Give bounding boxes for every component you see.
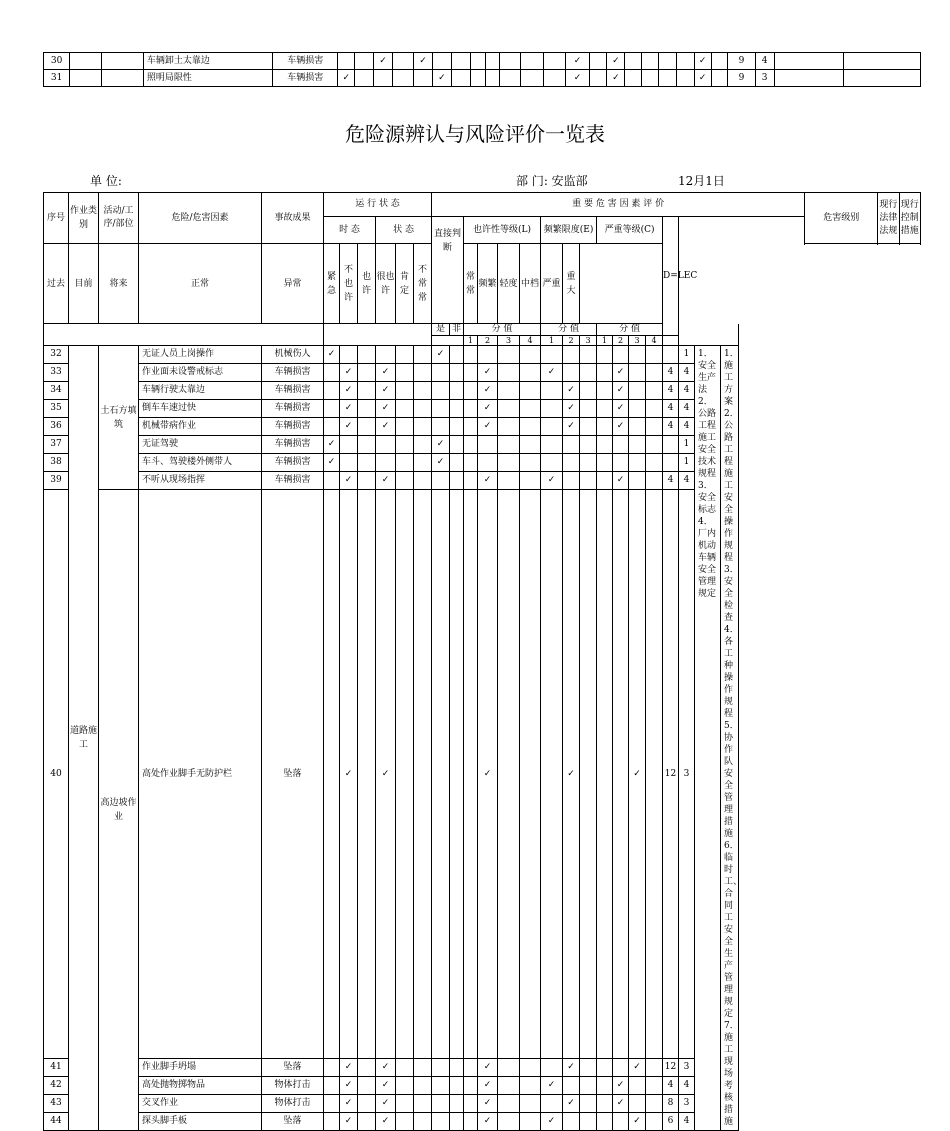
header-category: 作业类别 — [69, 193, 99, 244]
check-mark: ✓ — [376, 1077, 396, 1095]
header-grade-item: 不常常 — [414, 244, 432, 324]
row-hazard: 交叉作业 — [139, 1095, 262, 1113]
table-row — [44, 1095, 921, 1113]
header-grade-item: 中档 — [520, 244, 541, 324]
check-mark: ✓ — [376, 1059, 396, 1077]
header-E: 频繁限度(E) — [541, 217, 597, 244]
header-run-status: 运 行 状 态 — [324, 193, 432, 217]
control-cell: 1．施工方案 2．公路工程施工安全操作规程 3．安全检查 4．各工种操作规程 5．协作队安全管理措施 6．临时工、合同工安全生产管理规定 7．施工现场考核措施 — [721, 346, 739, 1131]
law-cell: 1．安全生产法 2．公路工程施工安全技术规程 3．安全标志 4．厂内机动车辆安全管理规定 — [695, 346, 721, 1131]
table-row — [44, 53, 921, 70]
check-mark: ✓ — [478, 418, 498, 436]
header-major-evaluation: 重 要 危 害 因 素 评 价 — [432, 193, 805, 217]
row-result: 车辆损害 — [262, 472, 324, 490]
row-dlec: 6 — [663, 1113, 679, 1131]
row-level: 3 — [679, 1095, 695, 1113]
header-E-score: 分 值 — [541, 324, 597, 336]
header-state: 状 态 — [376, 217, 432, 244]
check-mark: ✓ — [478, 382, 498, 400]
header-level: 危害级别 — [805, 193, 878, 244]
row-dlec: 12 — [663, 490, 679, 1059]
row-level: 3 — [755, 70, 774, 87]
check-mark: ✓ — [324, 436, 340, 454]
header-L: 也许性等级(L) — [464, 217, 541, 244]
check-mark: ✓ — [563, 490, 580, 1059]
row-seq: 33 — [44, 364, 69, 382]
row-level: 4 — [679, 1077, 695, 1095]
row-dlec: 4 — [663, 472, 679, 490]
row-seq: 43 — [44, 1095, 69, 1113]
row-result: 车辆损害 — [273, 70, 338, 87]
row-hazard: 车斗、驾驶楼外侧带人 — [139, 454, 262, 472]
check-mark: ✓ — [629, 490, 646, 1059]
table-row — [44, 364, 921, 382]
row-seq: 31 — [44, 70, 70, 87]
date-label: 12月1日 — [678, 174, 725, 188]
row-hazard: 探头脚手板 — [139, 1113, 262, 1131]
header-grade-item: 肯定 — [396, 244, 414, 324]
row-level: 4 — [679, 418, 695, 436]
check-mark: ✓ — [541, 1077, 563, 1095]
row-seq: 37 — [44, 436, 69, 454]
check-mark: ✓ — [376, 1095, 396, 1113]
table-row — [44, 400, 921, 418]
header-law: 现行法律法规 — [878, 193, 899, 244]
row-dlec: 9 — [728, 53, 755, 70]
check-mark: ✓ — [340, 490, 358, 1059]
check-mark: ✓ — [541, 472, 563, 490]
table-row — [44, 70, 921, 87]
row-seq: 44 — [44, 1113, 69, 1131]
check-mark: ✓ — [566, 70, 589, 87]
check-mark: ✓ — [613, 382, 629, 400]
check-mark: ✓ — [432, 454, 450, 472]
header-seq: 序号 — [44, 193, 69, 244]
department-label: 部 门: 安监部 — [516, 174, 588, 188]
check-mark: ✓ — [694, 53, 711, 70]
check-mark: ✓ — [566, 53, 589, 70]
row-dlec: 4 — [663, 364, 679, 382]
header-C-score: 分 值 — [597, 324, 663, 336]
row-result: 机械伤人 — [262, 346, 324, 364]
row-hazard: 机械带病作业 — [139, 418, 262, 436]
row-dlec — [663, 454, 679, 472]
check-mark: ✓ — [613, 1077, 629, 1095]
row-level: 3 — [679, 490, 695, 1059]
check-mark: ✓ — [414, 53, 433, 70]
table-row — [44, 472, 921, 490]
check-mark: ✓ — [478, 1113, 498, 1131]
row-hazard: 照明局限性 — [143, 70, 272, 87]
risk-assessment-table — [43, 192, 921, 1131]
check-mark: ✓ — [340, 400, 358, 418]
check-mark: ✓ — [340, 1077, 358, 1095]
check-mark: ✓ — [432, 436, 450, 454]
check-mark: ✓ — [563, 400, 580, 418]
header-score-value: 2 — [563, 336, 580, 346]
header-result: 事故成果 — [262, 193, 324, 244]
header-C: 严重等级(C) — [597, 217, 663, 244]
row-seq: 34 — [44, 382, 69, 400]
row-result: 坠落 — [262, 1059, 324, 1077]
header-grade-item: 频繁 — [478, 244, 498, 324]
row-result: 车辆损害 — [262, 400, 324, 418]
check-mark: ✓ — [340, 472, 358, 490]
check-mark: ✓ — [340, 1059, 358, 1077]
header-score-value: 3 — [580, 336, 597, 346]
check-mark: ✓ — [613, 1095, 629, 1113]
header-direct: 直接判断 — [432, 217, 464, 324]
check-mark: ✓ — [478, 1095, 498, 1113]
check-mark: ✓ — [541, 364, 563, 382]
check-mark: ✓ — [340, 364, 358, 382]
row-seq: 40 — [44, 490, 69, 1059]
header-hazard: 危险/危害因素 — [139, 193, 262, 244]
check-mark: ✓ — [563, 418, 580, 436]
header-grade-item: 很也许 — [376, 244, 396, 324]
row-hazard: 作业面未设警戒标志 — [139, 364, 262, 382]
header-score-value: 2 — [478, 336, 498, 346]
check-mark: ✓ — [541, 1113, 563, 1131]
check-mark: ✓ — [563, 1059, 580, 1077]
row-result: 车辆损害 — [262, 436, 324, 454]
table-row — [44, 454, 921, 472]
row-level: 4 — [755, 53, 774, 70]
row-seq: 32 — [44, 346, 69, 364]
activity-cell-2: 高边坡作业 — [99, 490, 139, 1131]
check-mark: ✓ — [376, 472, 396, 490]
header-score-value: 4 — [646, 336, 663, 346]
row-hazard: 无证驾驶 — [139, 436, 262, 454]
page-title: 危险源辨认与风险评价一览表 — [345, 122, 605, 146]
unit-label: 单 位: — [90, 174, 122, 188]
row-level: 3 — [679, 1059, 695, 1077]
row-result: 物体打击 — [262, 1077, 324, 1095]
check-mark: ✓ — [324, 346, 340, 364]
row-result: 车辆损害 — [262, 454, 324, 472]
check-mark: ✓ — [478, 364, 498, 382]
check-mark: ✓ — [607, 53, 625, 70]
header-grade-item: 也许 — [358, 244, 376, 324]
header-score-value: 1 — [464, 336, 478, 346]
table-row — [44, 1059, 921, 1077]
check-mark: ✓ — [338, 70, 355, 87]
row-seq: 30 — [44, 53, 70, 70]
check-mark: ✓ — [376, 418, 396, 436]
check-mark: ✓ — [478, 472, 498, 490]
check-mark: ✓ — [629, 1059, 646, 1077]
row-seq: 35 — [44, 400, 69, 418]
check-mark: ✓ — [613, 400, 629, 418]
row-hazard: 车辆行驶太靠边 — [139, 382, 262, 400]
row-dlec: 4 — [663, 400, 679, 418]
check-mark: ✓ — [432, 70, 451, 87]
check-mark: ✓ — [613, 418, 629, 436]
header-status-item: 目前 — [69, 244, 99, 324]
header-tense: 时 态 — [324, 217, 376, 244]
check-mark: ✓ — [376, 1113, 396, 1131]
table-row — [44, 490, 921, 1059]
check-mark: ✓ — [629, 1113, 646, 1131]
check-mark: ✓ — [376, 490, 396, 1059]
table-row — [44, 382, 921, 400]
check-mark: ✓ — [324, 454, 340, 472]
row-result: 车辆损害 — [262, 418, 324, 436]
row-seq: 39 — [44, 472, 69, 490]
row-dlec: 4 — [663, 1077, 679, 1095]
row-result: 车辆损害 — [273, 53, 338, 70]
table-row — [44, 1077, 921, 1095]
header-score-value: 2 — [613, 336, 629, 346]
row-seq: 36 — [44, 418, 69, 436]
header-status-item: 紧急 — [324, 244, 340, 324]
check-mark: ✓ — [478, 400, 498, 418]
header-L-score: 分 值 — [464, 324, 541, 336]
header-grade-item: 常常 — [464, 244, 478, 324]
row-dlec — [663, 436, 679, 454]
table-row — [44, 418, 921, 436]
check-mark: ✓ — [432, 346, 450, 364]
header-score-value: 1 — [541, 336, 563, 346]
check-mark: ✓ — [478, 1077, 498, 1095]
check-mark: ✓ — [563, 1095, 580, 1113]
row-result: 坠落 — [262, 1113, 324, 1131]
header-grade-item: 严重 — [541, 244, 563, 324]
check-mark: ✓ — [694, 70, 711, 87]
check-mark: ✓ — [478, 1059, 498, 1077]
row-level: 4 — [679, 382, 695, 400]
header-status-item: 将来 — [99, 244, 139, 324]
check-mark: ✓ — [607, 70, 625, 87]
row-result: 车辆损害 — [262, 382, 324, 400]
check-mark: ✓ — [563, 382, 580, 400]
table-row — [44, 1113, 921, 1131]
row-result: 物体打击 — [262, 1095, 324, 1113]
table-row — [44, 436, 921, 454]
row-hazard: 不听从现场指挥 — [139, 472, 262, 490]
category-cell: 道路施工 — [69, 346, 99, 1131]
row-seq: 38 — [44, 454, 69, 472]
row-dlec: 9 — [728, 70, 755, 87]
check-mark: ✓ — [340, 1095, 358, 1113]
row-hazard: 倒车车速过快 — [139, 400, 262, 418]
header-status-item: 正常 — [139, 244, 262, 324]
check-mark: ✓ — [340, 1113, 358, 1131]
row-level: 1 — [679, 454, 695, 472]
check-mark: ✓ — [376, 382, 396, 400]
row-level: 4 — [679, 400, 695, 418]
check-mark: ✓ — [376, 364, 396, 382]
row-seq: 42 — [44, 1077, 69, 1095]
activity-cell-1: 土石方填筑 — [99, 346, 139, 490]
header-grade-item: 重大 — [563, 244, 580, 324]
row-dlec — [663, 346, 679, 364]
header-grade-item: 不也许 — [340, 244, 358, 324]
header-activity: 活动/工序/部位 — [99, 193, 139, 244]
row-result: 坠落 — [262, 490, 324, 1059]
header-score-value: 1 — [597, 336, 613, 346]
header-status-item: 过去 — [44, 244, 69, 324]
row-dlec: 4 — [663, 382, 679, 400]
check-mark: ✓ — [613, 472, 629, 490]
row-seq: 41 — [44, 1059, 69, 1077]
row-result: 车辆损害 — [262, 364, 324, 382]
check-mark: ✓ — [374, 53, 393, 70]
row-dlec: 8 — [663, 1095, 679, 1113]
header-no: 非 — [450, 324, 464, 336]
row-hazard: 车辆卸土太靠边 — [143, 53, 272, 70]
header-score-value: 4 — [520, 336, 541, 346]
header-score-value: 3 — [498, 336, 520, 346]
header-control: 现行控制措施 — [899, 193, 920, 244]
header-score-value: 3 — [629, 336, 646, 346]
row-dlec: 4 — [663, 418, 679, 436]
header-status-item: 异常 — [262, 244, 324, 324]
row-dlec: 12 — [663, 1059, 679, 1077]
row-hazard: 作业脚手坍塌 — [139, 1059, 262, 1077]
check-mark: ✓ — [340, 382, 358, 400]
check-mark: ✓ — [376, 400, 396, 418]
header-grade-item: 轻度 — [498, 244, 520, 324]
check-mark: ✓ — [613, 364, 629, 382]
header-dlec: D=LEC — [663, 217, 679, 336]
check-mark: ✓ — [340, 418, 358, 436]
row-level: 4 — [679, 364, 695, 382]
table-row — [44, 346, 921, 364]
row-hazard: 无证人员上岗操作 — [139, 346, 262, 364]
row-hazard: 高处抛物掷物品 — [139, 1077, 262, 1095]
row-level: 4 — [679, 472, 695, 490]
row-level: 4 — [679, 1113, 695, 1131]
row-hazard: 高处作业脚手无防护栏 — [139, 490, 262, 1059]
row-level: 1 — [679, 346, 695, 364]
header-yes: 是 — [432, 324, 450, 336]
check-mark: ✓ — [478, 490, 498, 1059]
row-level: 1 — [679, 436, 695, 454]
continuation-table — [43, 52, 921, 87]
